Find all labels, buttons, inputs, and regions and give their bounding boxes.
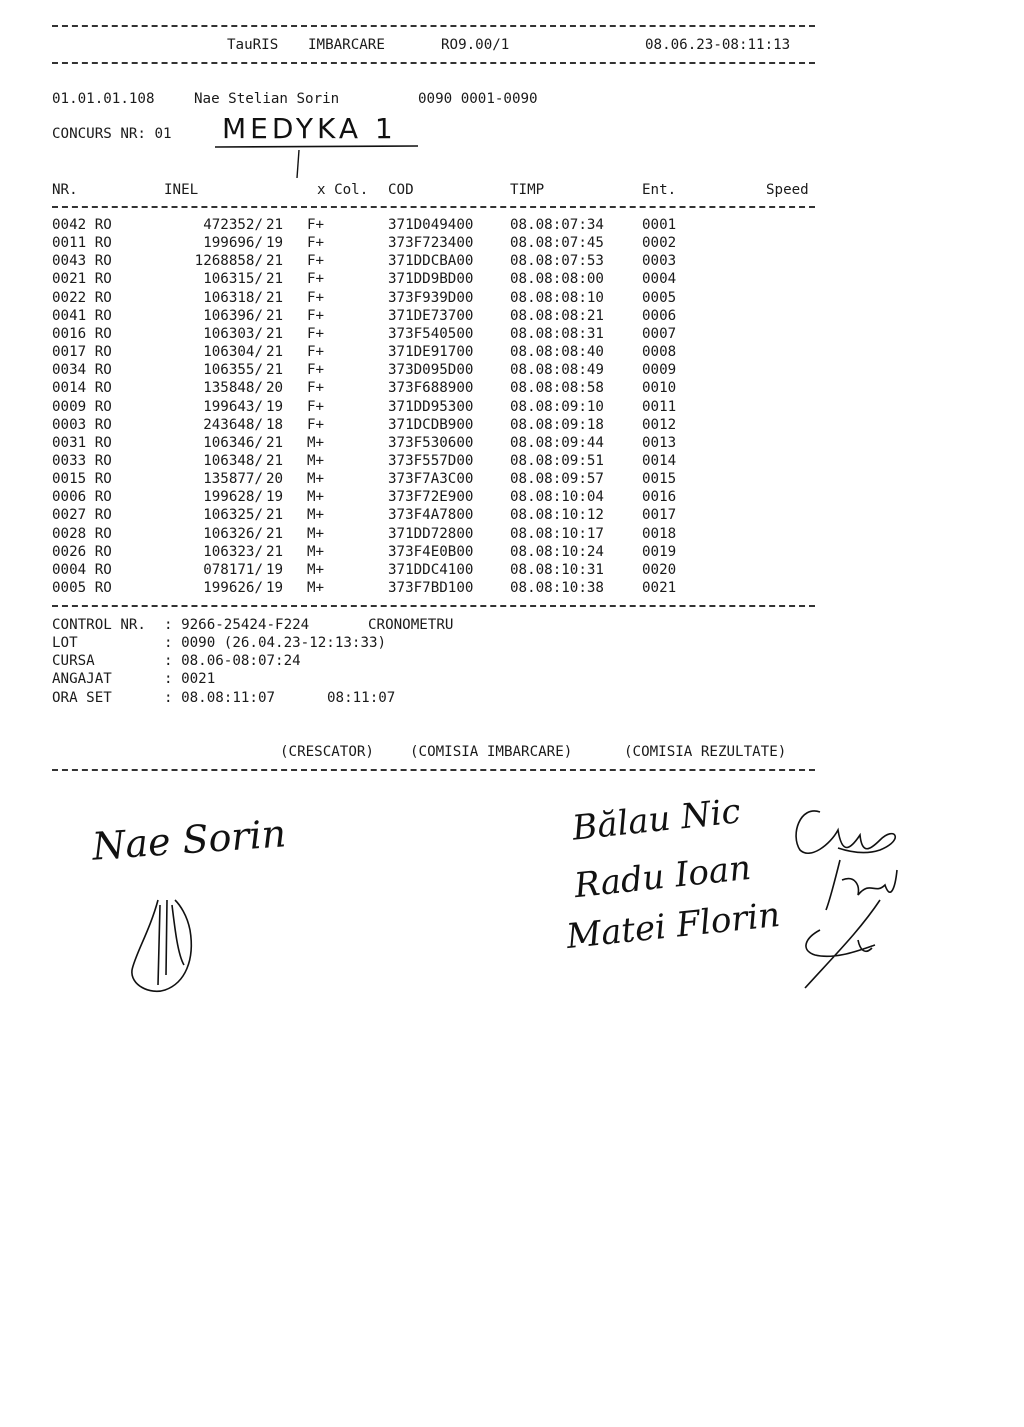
cell-timp: 08.08:08:49 — [510, 362, 604, 379]
label-comisia-imbarcare: (COMISIA IMBARCARE) — [410, 744, 573, 760]
cronometru-label: CRONOMETRU — [368, 617, 454, 633]
cell-year: 21 — [266, 434, 284, 451]
cell-year: 21 — [266, 307, 284, 324]
cell-sex: F+ — [307, 416, 325, 433]
cell-nr: 0042 RO — [52, 217, 112, 233]
cell-nr: 0017 RO — [52, 344, 112, 361]
cell-timp: 08.08:09:18 — [510, 416, 604, 433]
cell-inel: 199626/ — [203, 580, 263, 596]
cell-cod: 373F557D00 — [388, 452, 474, 469]
cell-year: 19 — [266, 489, 284, 506]
lot-range: 0090 0001-0090 — [418, 91, 538, 107]
label-crescator: (CRESCATOR) — [280, 744, 374, 760]
cell-inel: 106323/ — [203, 543, 263, 560]
signature-commission-2 — [826, 860, 897, 910]
cell-inel: 243648/ — [203, 416, 263, 433]
ora-set-label: ORA SET — [52, 690, 112, 706]
cell-inel: 199696/ — [203, 235, 263, 252]
cell-inel: 106315/ — [203, 271, 263, 288]
concurs-label: CONCURS NR: 01 — [52, 126, 172, 142]
cell-year: 21 — [266, 507, 284, 524]
col-header-col: x Col. — [317, 182, 369, 198]
cell-nr: 0033 RO — [52, 452, 112, 469]
control-label: CONTROL NR. — [52, 617, 146, 633]
cell-sex: M+ — [307, 543, 325, 560]
cell-sex: F+ — [307, 362, 325, 379]
cell-timp: 08.08:08:21 — [510, 307, 604, 324]
cell-year: 21 — [266, 271, 284, 288]
cell-timp: 08.08:08:00 — [510, 271, 604, 288]
cell-sex: M+ — [307, 471, 325, 488]
cell-nr: 0014 RO — [52, 380, 112, 397]
cell-cod: 373F4A7800 — [388, 507, 474, 524]
cell-ent: 0020 — [642, 561, 677, 578]
cell-sex: F+ — [307, 307, 325, 324]
cell-sex: F+ — [307, 235, 325, 252]
cell-sex: M+ — [307, 452, 325, 469]
cell-ent: 0003 — [642, 253, 677, 270]
cell-year: 20 — [266, 471, 284, 488]
cell-timp: 08.08:10:38 — [510, 580, 604, 596]
cell-nr: 0021 RO — [52, 271, 112, 288]
cell-nr: 0015 RO — [52, 471, 112, 488]
cell-nr: 0006 RO — [52, 489, 112, 506]
cell-cod: 373F540500 — [388, 325, 474, 342]
section-name: IMBARCARE — [308, 37, 385, 53]
cell-year: 21 — [266, 452, 284, 469]
cell-ent: 0011 — [642, 398, 677, 415]
cell-timp: 08.08:08:58 — [510, 380, 604, 397]
angajat-label: ANGAJAT — [52, 671, 112, 687]
cell-timp: 08.08:10:31 — [510, 561, 604, 578]
cell-cod: 373F7BD100 — [388, 580, 474, 596]
report-datetime: 08.06.23-08:11:13 — [645, 37, 791, 53]
cell-sex: M+ — [307, 561, 325, 578]
cell-year: 21 — [266, 253, 284, 270]
cell-cod: 371DD95300 — [388, 398, 474, 415]
cell-cod: 371DCDB900 — [388, 416, 474, 433]
col-header-timp: TIMP — [510, 182, 545, 198]
lot-value: : 0090 (26.04.23-12:13:33) — [164, 635, 387, 651]
cell-timp: 08.08:07:34 — [510, 217, 604, 233]
cell-year: 21 — [266, 325, 284, 342]
cell-sex: F+ — [307, 380, 325, 397]
col-header-cod: COD — [388, 182, 414, 198]
cell-cod: 373F4E0B00 — [388, 543, 474, 560]
cell-year: 21 — [266, 344, 284, 361]
app-name: TauRIS — [227, 37, 279, 53]
cell-nr: 0031 RO — [52, 434, 112, 451]
cell-nr: 0022 RO — [52, 289, 112, 306]
col-header-speed: Speed — [766, 182, 809, 198]
cell-nr: 0034 RO — [52, 362, 112, 379]
control-value: : 9266-25424-F224 — [164, 617, 310, 633]
cell-timp: 08.08:10:24 — [510, 543, 604, 560]
signature-crescator — [132, 900, 191, 991]
handwritten-commission-name-1: Bălau Nic — [570, 791, 743, 849]
cell-timp: 08.08:08:31 — [510, 325, 604, 342]
cell-sex: F+ — [307, 271, 325, 288]
cursa-value: : 08.06-08:07:24 — [164, 653, 301, 669]
handwritten-commission-name-2: Radu Ioan — [572, 847, 753, 907]
cell-inel: 1268858/ — [194, 253, 263, 270]
cell-timp: 08.08:10:04 — [510, 489, 604, 506]
cell-ent: 0005 — [642, 289, 677, 306]
label-comisia-rezultate: (COMISIA REZULTATE) — [624, 744, 787, 760]
cell-sex: F+ — [307, 289, 325, 306]
cell-timp: 08.08:09:57 — [510, 471, 604, 488]
cell-inel: 106325/ — [203, 507, 263, 524]
cell-cod: 373F723400 — [388, 235, 474, 252]
cell-inel: 199643/ — [203, 398, 263, 415]
cell-timp: 08.08:07:45 — [510, 235, 604, 252]
cell-cod: 373F7A3C00 — [388, 471, 474, 488]
cell-cod: 371DD9BD00 — [388, 271, 474, 288]
handwritten-race-name: MEDYKA 1 — [222, 112, 397, 145]
cell-year: 21 — [266, 543, 284, 560]
cell-timp: 08.08:09:51 — [510, 452, 604, 469]
cell-ent: 0002 — [642, 235, 677, 252]
cell-nr: 0009 RO — [52, 398, 112, 415]
cell-cod: 371DE73700 — [388, 307, 474, 324]
cell-cod: 371DD72800 — [388, 525, 474, 542]
cell-ent: 0012 — [642, 416, 677, 433]
cell-cod: 371DDCBA00 — [388, 253, 474, 270]
cell-sex: F+ — [307, 253, 325, 270]
cell-inel: 106318/ — [203, 289, 263, 306]
cell-inel: 135877/ — [203, 471, 263, 488]
cell-timp: 08.08:08:10 — [510, 289, 604, 306]
fancier-name: Nae Stelian Sorin — [194, 91, 340, 107]
cell-nr: 0005 RO — [52, 580, 112, 596]
cell-inel: 078171/ — [203, 561, 263, 578]
cell-cod: 373D095D00 — [388, 362, 474, 379]
cell-ent: 0016 — [642, 489, 677, 506]
cell-ent: 0013 — [642, 434, 677, 451]
cell-inel: 135848/ — [203, 380, 263, 397]
ora-set-time: 08:11:07 — [327, 690, 396, 706]
cell-year: 21 — [266, 289, 284, 306]
cell-timp: 08.08:09:44 — [510, 434, 604, 451]
signature-commission-1 — [796, 811, 895, 853]
cell-year: 19 — [266, 580, 284, 596]
cell-ent: 0010 — [642, 380, 677, 397]
lot-label: LOT — [52, 635, 78, 651]
cell-nr: 0004 RO — [52, 561, 112, 578]
cell-inel: 106304/ — [203, 344, 263, 361]
cell-year: 21 — [266, 362, 284, 379]
version-code: RO9.00/1 — [441, 37, 510, 53]
col-header-nr: NR. — [52, 182, 78, 198]
cell-ent: 0019 — [642, 543, 677, 560]
cell-ent: 0006 — [642, 307, 677, 324]
cell-year: 21 — [266, 217, 284, 233]
cell-inel: 106355/ — [203, 362, 263, 379]
cell-cod: 373F72E900 — [388, 489, 474, 506]
cell-sex: F+ — [307, 344, 325, 361]
cell-ent: 0009 — [642, 362, 677, 379]
cell-inel: 472352/ — [203, 217, 263, 233]
cell-sex: M+ — [307, 489, 325, 506]
angajat-value: : 0021 — [164, 671, 216, 687]
cell-nr: 0043 RO — [52, 253, 112, 270]
col-header-ent: Ent. — [642, 182, 677, 198]
cell-year: 19 — [266, 398, 284, 415]
cell-sex: F+ — [307, 217, 325, 233]
cell-nr: 0028 RO — [52, 525, 112, 542]
cell-timp: 08.08:10:17 — [510, 525, 604, 542]
cell-inel: 106348/ — [203, 452, 263, 469]
cell-timp: 08.08:07:53 — [510, 253, 604, 270]
cell-sex: M+ — [307, 580, 325, 596]
ora-set-value: : 08.08:11:07 — [164, 690, 276, 706]
cell-cod: 371DE91700 — [388, 344, 474, 361]
cell-cod: 373F688900 — [388, 380, 474, 397]
cell-inel: 106396/ — [203, 307, 263, 324]
cell-cod: 373F530600 — [388, 434, 474, 451]
cell-timp: 08.08:08:40 — [510, 344, 604, 361]
cell-sex: F+ — [307, 398, 325, 415]
cell-sex: F+ — [307, 325, 325, 342]
cell-inel: 199628/ — [203, 489, 263, 506]
cell-inel: 106326/ — [203, 525, 263, 542]
handwritten-crescator-name: Nae Sorin — [90, 811, 288, 869]
cell-nr: 0016 RO — [52, 325, 112, 342]
cell-year: 18 — [266, 416, 284, 433]
handwritten-commission-name-3: Matei Florin — [564, 894, 783, 958]
cell-ent: 0018 — [642, 525, 677, 542]
cell-ent: 0007 — [642, 325, 677, 342]
cursa-label: CURSA — [52, 653, 95, 669]
cell-sex: M+ — [307, 434, 325, 451]
cell-ent: 0004 — [642, 271, 677, 288]
cell-ent: 0001 — [642, 217, 677, 233]
cell-nr: 0011 RO — [52, 235, 112, 252]
cell-ent: 0021 — [642, 580, 677, 596]
cell-year: 20 — [266, 380, 284, 397]
signature-commission-3 — [805, 900, 880, 988]
cell-ent: 0008 — [642, 344, 677, 361]
col-header-inel: INEL — [164, 182, 199, 198]
cell-nr: 0027 RO — [52, 507, 112, 524]
cell-cod: 371D049400 — [388, 217, 474, 233]
cell-inel: 106346/ — [203, 434, 263, 451]
cell-nr: 0003 RO — [52, 416, 112, 433]
cell-ent: 0015 — [642, 471, 677, 488]
cell-inel: 106303/ — [203, 325, 263, 342]
cell-ent: 0017 — [642, 507, 677, 524]
cell-sex: M+ — [307, 507, 325, 524]
cell-cod: 373F939D00 — [388, 289, 474, 306]
cell-timp: 08.08:09:10 — [510, 398, 604, 415]
cell-year: 19 — [266, 561, 284, 578]
cell-cod: 371DDC4100 — [388, 561, 474, 578]
cell-nr: 0041 RO — [52, 307, 112, 324]
cell-nr: 0026 RO — [52, 543, 112, 560]
fancier-code: 01.01.01.108 — [52, 91, 155, 107]
cell-year: 21 — [266, 525, 284, 542]
cell-sex: M+ — [307, 525, 325, 542]
cell-ent: 0014 — [642, 452, 677, 469]
cell-year: 19 — [266, 235, 284, 252]
cell-timp: 08.08:10:12 — [510, 507, 604, 524]
